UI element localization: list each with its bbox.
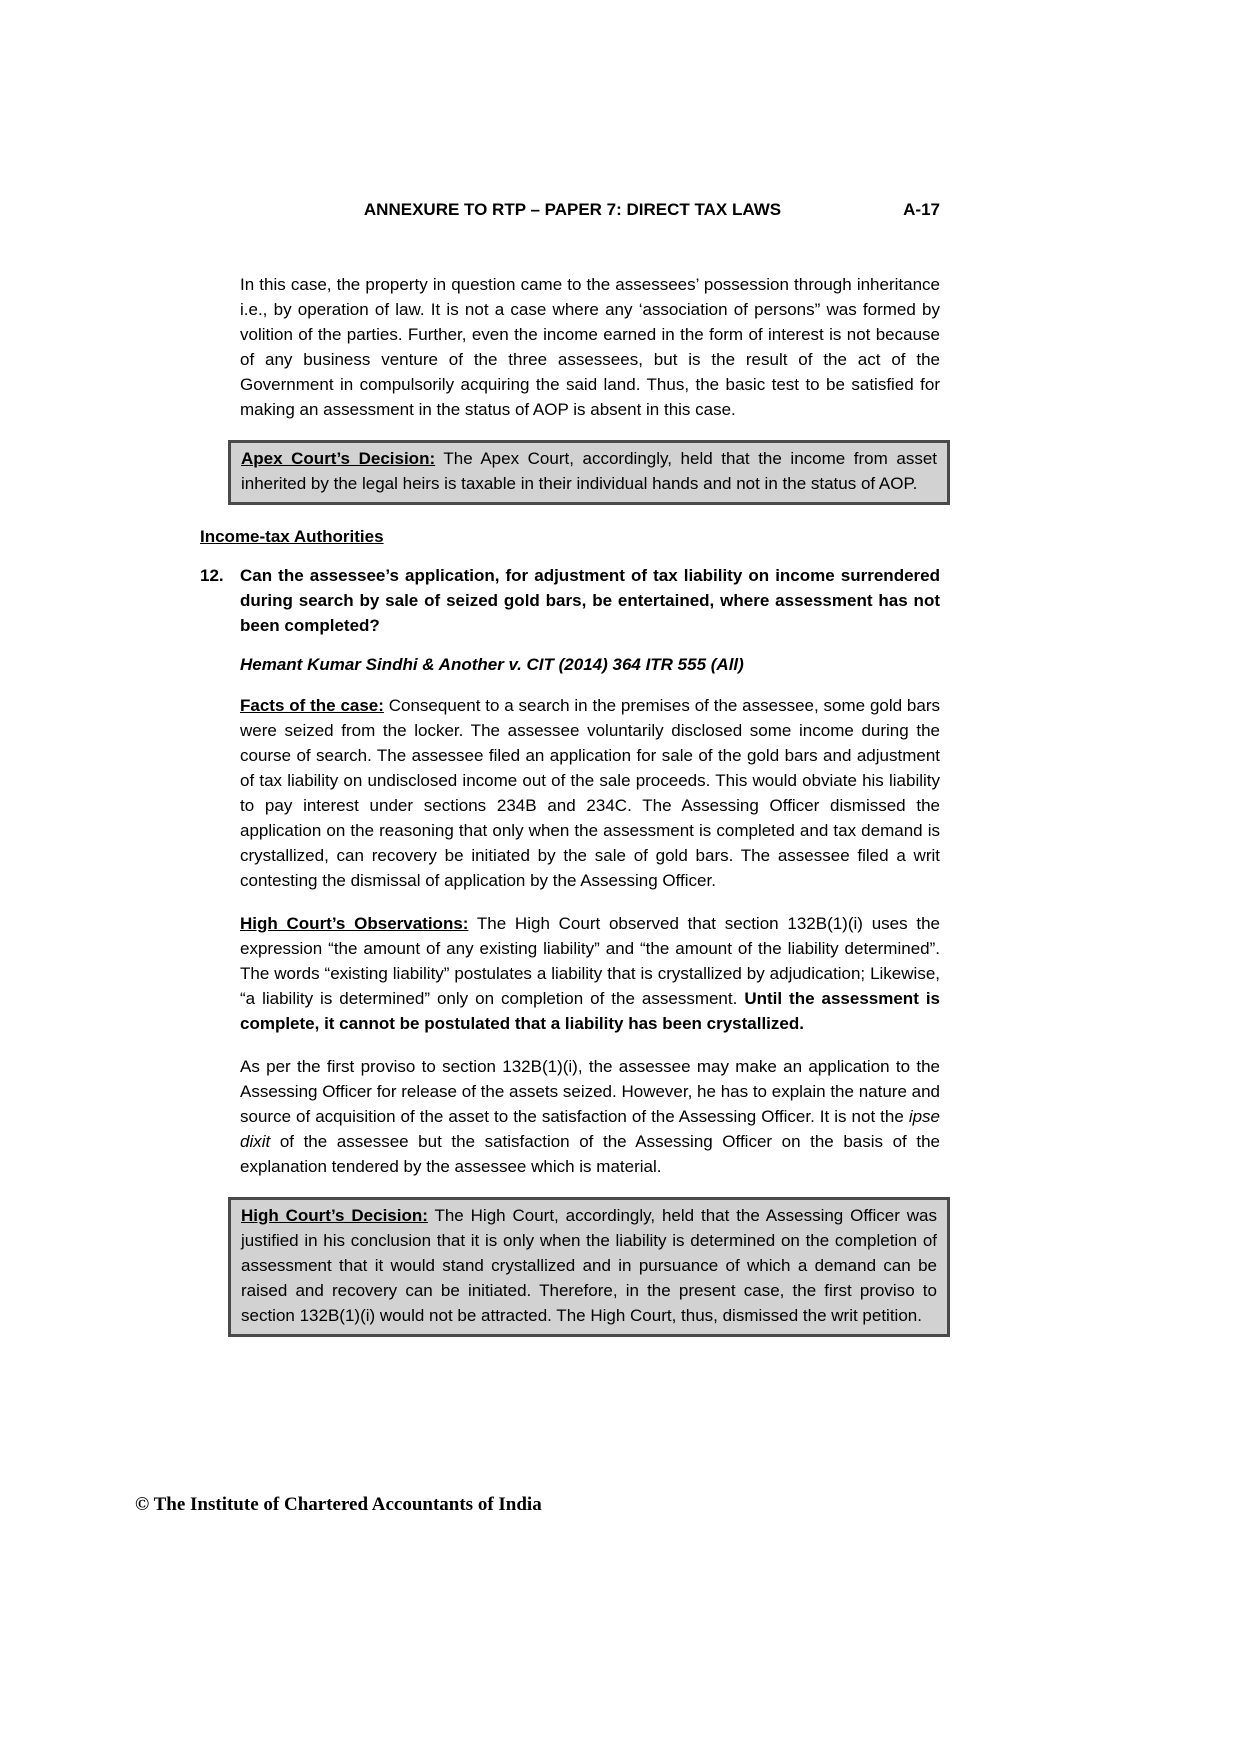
proviso-paragraph (240, 1054, 940, 1179)
apex-decision-text: The Apex Court, accordingly, held that the income from asset inherited by the legal heirs is taxable in their individual hands and not in the status of AOP. (241, 449, 937, 493)
page-header (200, 200, 945, 224)
header-title: ANNEXURE TO RTP – PAPER 7: DIRECT TAX LAWS (363, 200, 782, 219)
question-text: Can the assessee’s application, for adjustment of tax liability on income surrendered during search by sale of seized gold bars, be entertained, where assessment has not been completed? (240, 566, 940, 635)
apex-court-decision-box (228, 440, 950, 505)
question-number: 12. (200, 566, 224, 585)
proviso-text-before: As per the first proviso to section 132B(1)(i), the assessee may make an application to the Assessing Officer for release of the assets seized. However, he has to explain the nature and source of acquisition of the asset to the satisfaction of the Assessing Officer. It is not the (240, 1057, 940, 1126)
facts-label: Facts of the case: (240, 696, 384, 715)
copyright-footer: © The Institute of Chartered Accountants of India (135, 1494, 542, 1515)
high-court-decision-box (228, 1197, 950, 1337)
facts-text: Consequent to a search in the premises of the assessee, some gold bars were seized from the locker. The assessee voluntarily disclosed some income during the course of search. The assessee filed an application for sale of the gold bars and adjustment of tax liability on undisclosed income out of the sale proceeds. This would obviate his liability to pay interest under sections 234B and 234C. The Assessing Officer dismissed the application on the reasoning that only when the assessment is completed and tax demand is crystallized, can recovery be initiated by the sale of gold bars. The assessee filed a writ contesting the dismissal of application by the Assessing Officer. (240, 696, 940, 890)
observations-label: High Court’s Observations: (240, 914, 469, 933)
observations-paragraph (240, 911, 940, 1036)
intro-paragraph: In this case, the property in question came to the assessees’ possession through inheritance i.e., by operation of law. It is not a case where any ‘association of persons” was formed by volition of the parties. Further, even the income earned in the form of interest is not because of any business venture of the three assessees, but is the result of the act of the Government in compulsorily acquiring the said land. Thus, the basic test to be satisfied for making an assessment in the status of AOP is absent in this case. (240, 275, 940, 419)
observations-bold-text: Until the assessment is complete, it cannot be postulated that a liability has been crystallized. (240, 989, 940, 1033)
section-heading-income-tax-authorities: Income-tax Authorities (200, 527, 384, 546)
hc-decision-label: High Court’s Decision: (241, 1206, 428, 1225)
facts-paragraph (240, 693, 940, 893)
case-citation: Hemant Kumar Sindhi & Another v. CIT (2014) 364 ITR 555 (All) (240, 655, 744, 674)
question-12 (200, 563, 945, 638)
hc-decision-text: The High Court, accordingly, held that the Assessing Officer was justified in his conclusion that it is only when the liability is determined on the completion of assessment that it would stand crystallized and in pursuance of which a demand can be raised and recovery can be initiated. Therefore, in the present case, the first proviso to section 132B(1)(i) would not be attracted. The High Court, thus, dismissed the writ petition. (241, 1206, 937, 1325)
header-page-number: A-17 (903, 200, 940, 219)
apex-decision-label: Apex Court’s Decision: (241, 449, 436, 468)
observations-text: The High Court observed that section 132B(1)(i) uses the expression “the amount of any existing liability” and “the amount of the liability determined”. The words “existing liability” postulates a liability that is crystallized by adjudication; Likewise, “a liability is determined” only on completion of the assessment. (240, 914, 940, 1008)
page-content (200, 200, 945, 1355)
proviso-latin-phrase: ipse dixit (240, 1107, 940, 1151)
proviso-text-after: of the assessee but the satisfaction of the Assessing Officer on the basis of the explanation tendered by the assessee which is material. (240, 1132, 940, 1176)
